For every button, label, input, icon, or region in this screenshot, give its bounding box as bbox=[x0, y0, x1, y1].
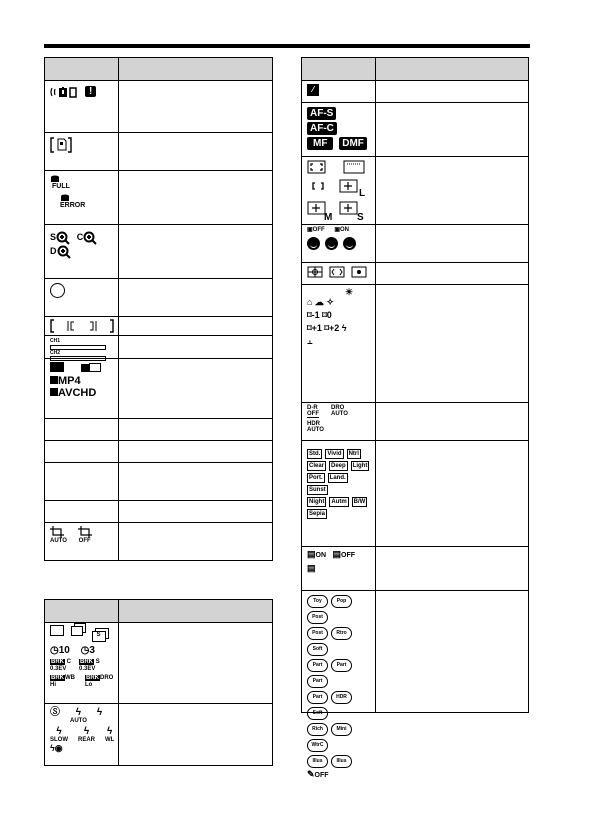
picture-effect-icon: Post bbox=[307, 627, 328, 640]
exposure-compensation-icon: ⁄ bbox=[307, 84, 319, 96]
svg-text:L: L bbox=[359, 188, 366, 199]
description-cell bbox=[119, 171, 273, 225]
picture-effect-icon: HDR bbox=[331, 691, 352, 704]
header-desc-col bbox=[119, 58, 273, 81]
playback-avchd-icon: AVCHD bbox=[50, 388, 96, 399]
description-cell bbox=[376, 103, 529, 157]
icon-table-right: ⁄ AF-S AF-C MF DMF L M S ▣OFF ▣ON ☀ ⌂ ☁ ✧ ⌑-1 ⌑0 ⌑+1 ⌑+2 ϟ ⫠ D-R OFF DRO AUTO HDR AUTO Std. Vivid Ntrl Clear Deep Light Port. Land.Sunst Night Autm B/W Sepia ▤ON ▤OFF ▤ Toy PopPost Post RtroSoft Part PartPart Part HDRSoft Rich MiniWtrC Illus Illus ✎OFF bbox=[301, 57, 529, 713]
top-rule bbox=[44, 44, 530, 48]
icon-table-left-bottom bbox=[44, 599, 273, 766]
description-cell bbox=[119, 359, 273, 419]
creative-style-icon: Port. bbox=[309, 475, 323, 481]
description-cell bbox=[119, 133, 273, 171]
playback-mp4-icon: MP4 bbox=[50, 376, 81, 387]
auto-crop-off-icon: OFF bbox=[78, 526, 92, 545]
smile-shutter-icons bbox=[307, 234, 373, 253]
flash-mode-icons: Ⓢ ϟ AUTO ϟ bbox=[50, 707, 103, 724]
description-cell bbox=[119, 225, 273, 279]
description-cell bbox=[119, 704, 273, 766]
header-desc-col bbox=[119, 600, 273, 623]
red-eye-flash-icon: ϟ◉ bbox=[50, 743, 63, 754]
icon-cell-empty bbox=[45, 441, 119, 463]
svg-text:M: M bbox=[324, 212, 333, 222]
picture-effect-off-icon: ✎OFF bbox=[307, 769, 329, 779]
description-cell bbox=[119, 317, 273, 336]
playback-image-icon bbox=[81, 364, 89, 372]
creative-style-icon: B/W bbox=[353, 499, 366, 505]
creative-style-icon: Sepia bbox=[309, 511, 326, 517]
picture-effect-icon: Soft bbox=[307, 707, 328, 720]
white-balance-icons-row2: ⌂ ☁ ✧ bbox=[307, 296, 334, 307]
creative-style-icon: Ntrl bbox=[348, 451, 359, 457]
description-cell bbox=[376, 81, 529, 103]
audio-level-ch1-icon: CH1 bbox=[50, 339, 116, 351]
description-cell bbox=[119, 463, 273, 501]
af-c-icon: AF-C bbox=[307, 122, 337, 135]
description-cell bbox=[119, 523, 273, 561]
focus-area-icons bbox=[307, 160, 375, 222]
dmf-icon: DMF bbox=[339, 137, 367, 150]
memory-card-icon bbox=[50, 137, 74, 153]
description-cell bbox=[119, 441, 273, 463]
database-full-icon bbox=[50, 175, 82, 194]
picture-effect-icon: Pop bbox=[331, 595, 352, 608]
description-cell bbox=[119, 279, 273, 317]
full-label: FULL bbox=[52, 183, 70, 190]
description-cell bbox=[119, 623, 273, 704]
icon-cell-empty bbox=[45, 419, 119, 441]
spot-meter-circle-icon bbox=[50, 283, 65, 298]
mf-icon: MF bbox=[307, 137, 333, 150]
creative-style-icons bbox=[307, 447, 373, 544]
picture-effect-icon: Toy bbox=[307, 595, 328, 608]
icon-cell-empty bbox=[45, 501, 119, 523]
warning-icon: ! bbox=[85, 86, 96, 97]
description-cell bbox=[376, 403, 529, 441]
creative-style-icon: Night bbox=[309, 499, 325, 505]
picture-effect-icon: WtrC bbox=[307, 739, 328, 752]
creative-style-icon: Sunst bbox=[309, 487, 326, 493]
creative-style-icon: Std. bbox=[309, 451, 321, 457]
picture-effect-icon: Illus bbox=[307, 755, 328, 768]
description-cell bbox=[119, 419, 273, 441]
drive-mode-icons: S bbox=[50, 625, 116, 642]
header-icon-col bbox=[45, 58, 119, 81]
playback-still-icon bbox=[50, 362, 64, 372]
self-timer-icons: ◷10 ◷3 bbox=[50, 645, 95, 656]
digital-zoom-icon: D bbox=[50, 246, 71, 256]
audio-level-ch2-icon: CH2 bbox=[50, 351, 116, 363]
face-detection-icons: ▣OFF ▣ON bbox=[307, 227, 350, 233]
header-icon-col bbox=[302, 58, 376, 81]
camera-shake-icon bbox=[50, 85, 80, 99]
flash-sync-icons: ϟ SLOW ϟ REAR ϟ WL bbox=[50, 725, 115, 743]
auto-crop-auto-icon: AUTO bbox=[50, 526, 67, 545]
picture-effect-icon: Soft bbox=[307, 643, 328, 656]
picture-effect-icon: Rtro bbox=[331, 627, 352, 640]
smart-zoom-icon: S bbox=[50, 232, 70, 242]
database-error-icon bbox=[60, 194, 85, 213]
af-s-icon: AF-S bbox=[307, 107, 336, 120]
description-cell bbox=[119, 501, 273, 523]
description-cell bbox=[376, 225, 529, 263]
white-balance-icons-row1: ☀ bbox=[345, 287, 354, 297]
clear-image-zoom-icon: C bbox=[77, 232, 98, 242]
description-cell bbox=[376, 263, 529, 285]
white-balance-fluorescent-icons: ⌑-1 ⌑0 bbox=[307, 309, 332, 320]
description-cell bbox=[119, 81, 273, 133]
picture-effect-icons bbox=[307, 594, 373, 770]
creative-style-icon: Light bbox=[352, 463, 368, 469]
description-cell bbox=[376, 285, 529, 403]
description-cell bbox=[376, 591, 529, 713]
metering-mode-icons bbox=[307, 266, 369, 278]
picture-effect-icon: Part bbox=[307, 659, 328, 672]
description-cell bbox=[376, 547, 529, 591]
creative-style-icon: Vivid bbox=[327, 451, 342, 457]
picture-effect-icon: Part bbox=[307, 675, 328, 688]
soft-skin-icons: ▤ON ▤OFF bbox=[307, 549, 356, 559]
svg-text:S: S bbox=[357, 212, 364, 222]
icon-table-left-top bbox=[44, 57, 273, 561]
hdr-auto-icon: HDR AUTO bbox=[307, 421, 324, 433]
creative-style-icon: Land. bbox=[329, 475, 346, 481]
description-cell bbox=[376, 441, 529, 547]
picture-effect-icon: Illus bbox=[331, 755, 352, 768]
picture-effect-icon: Mini bbox=[331, 723, 352, 736]
picture-effect-icon: Part bbox=[307, 691, 328, 704]
bracket-icons: BRK C 0.3EV BRK S 0.3EV bbox=[50, 659, 100, 672]
af-area-brackets-icon bbox=[50, 319, 114, 333]
creative-style-icon: Autm bbox=[331, 499, 347, 505]
picture-effect-icon: Rich bbox=[307, 723, 328, 736]
creative-style-icon: Clear bbox=[309, 463, 325, 469]
error-label: ERROR bbox=[60, 202, 86, 209]
description-cell bbox=[119, 336, 273, 359]
soft-skin-alt-icon: ▤ bbox=[307, 562, 316, 573]
wb-dro-bracket-icons: BRKWB Hi BRKDRO Lo bbox=[50, 675, 114, 688]
header-desc-col bbox=[376, 58, 529, 81]
description-cell bbox=[376, 157, 529, 225]
header-icon-col bbox=[45, 600, 119, 623]
creative-style-icon: Deep bbox=[331, 463, 346, 469]
icon-cell-empty bbox=[45, 463, 119, 501]
picture-effect-icon: Post bbox=[307, 611, 328, 624]
picture-effect-icon: Part bbox=[331, 659, 352, 672]
custom-wb-icon: ⫠ bbox=[307, 335, 313, 346]
dro-hdr-icons: D-R OFF DRO AUTO bbox=[307, 405, 348, 417]
